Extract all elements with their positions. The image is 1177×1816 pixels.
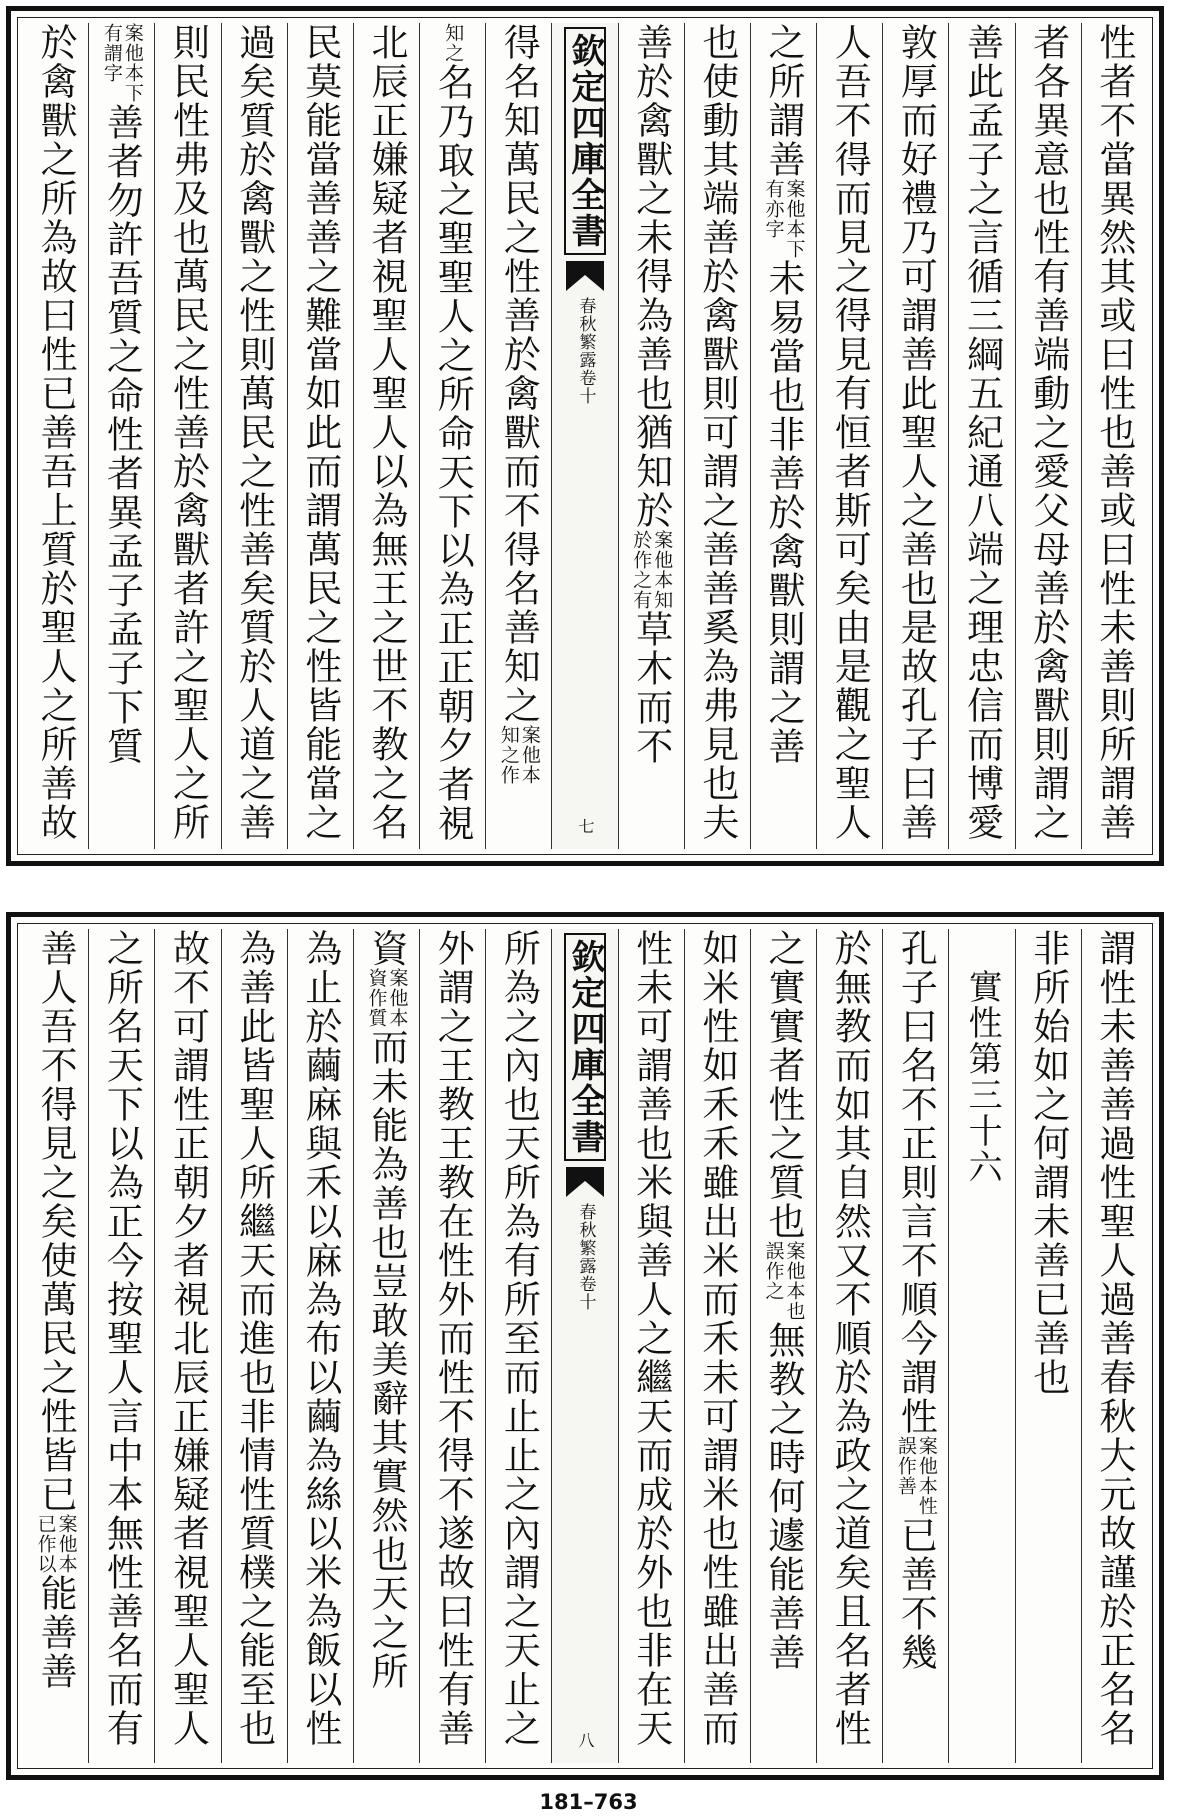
leaf-number: 八 — [576, 1732, 596, 1749]
upper-column — [287, 23, 353, 849]
text-line: 之所名天下以為正今按聖人言中本無性善名而有 — [100, 929, 144, 1748]
text-line: 善於禽獸之未得為善也猶知於 — [629, 23, 673, 530]
annotation — [896, 1436, 936, 1516]
annotation-text: 案他本知 — [651, 530, 674, 610]
text-line: 性者不當異然其或曰性也善或曰性未善則所謂善 — [1092, 23, 1136, 842]
text-line: 者各異意也性有善端動之愛父母善於禽獸則謂之 — [1026, 23, 1070, 842]
annotation — [102, 23, 142, 103]
annotation-text: 案他本 — [518, 725, 541, 785]
chapter-heading: 實性第三十六 — [962, 969, 1003, 1185]
text-line: 為善此皆聖人所繼天而進也非情性質樸之能至也 — [232, 929, 276, 1748]
juan-label: 卷十 — [575, 1275, 596, 1311]
text-line: 人吾不得而見之得見有恒者斯可矣由是觀之聖人 — [828, 23, 872, 842]
upper-columns — [23, 23, 1147, 849]
upper-column — [1081, 23, 1147, 849]
upper-column — [948, 23, 1014, 849]
upper-column — [750, 23, 816, 849]
text-line: 善者勿許吾質之命性者異孟子孟子下質 — [100, 103, 144, 766]
annotation-text: 案他本 — [55, 1514, 78, 1574]
text-line: 名乃取之聖聖人之所命天下以為正正朝夕者視 — [431, 63, 475, 843]
lower-column — [23, 929, 88, 1763]
upper-column — [816, 23, 882, 849]
lower-column — [154, 929, 220, 1763]
text-line: 能善善 — [34, 1574, 78, 1691]
upper-column — [618, 23, 684, 849]
upper-column — [88, 23, 154, 849]
upper-column — [221, 23, 287, 849]
annotation-text: 有謂字 — [100, 23, 123, 83]
text-line: 於無教而如其自然又不順於為政之道矣且名者性 — [828, 929, 872, 1748]
text-line: 如米性如禾禾雖出米而禾未可謂米也性雖出善而 — [695, 929, 739, 1748]
lower-column — [419, 929, 485, 1763]
lower-column — [485, 929, 551, 1763]
annotation — [367, 968, 407, 1028]
annotation — [442, 23, 465, 63]
annotation-text: 案他本 — [386, 968, 409, 1028]
annotation-text: 知之作 — [497, 725, 520, 785]
text-line: 於禽獸之所為故曰性已善吾上質於聖人之所善故 — [34, 23, 78, 842]
lower-column — [948, 929, 1014, 1763]
annotation-text: 已作以 — [34, 1514, 57, 1574]
lower-column — [618, 929, 684, 1763]
text-line: 性未可謂善也米與善人之繼天而成於外也非在天 — [629, 929, 673, 1748]
annotation-text: 知之 — [442, 23, 465, 63]
text-line: 草木而不 — [629, 610, 673, 766]
annotation-text: 有亦字 — [762, 179, 785, 239]
fish-tail-ornament — [566, 1167, 604, 1197]
text-line: 則民性弗及也萬民之性善於禽獸者許之聖人之所 — [166, 23, 210, 842]
lower-column — [684, 929, 750, 1763]
upper-page — [6, 6, 1164, 866]
text-line: 得名知萬民之性善於禽獸而不得名善知之 — [497, 23, 541, 725]
page-number: 181–763 — [539, 1790, 638, 1814]
text-line: 北辰正嫌疑者視聖人聖人以為無王之世不教之名 — [365, 23, 409, 842]
text-line: 之所謂善 — [762, 23, 806, 179]
lower-column — [551, 929, 617, 1763]
book-title: 欽定四庫全書 — [564, 27, 606, 255]
leaf-number: 七 — [576, 818, 596, 835]
text-line: 善此孟子之言循三綱五紀通八端之理忠信而博愛 — [960, 23, 1004, 842]
work-title: 春秋繁露 — [575, 297, 596, 369]
annotation-text: 誤作之 — [762, 1241, 785, 1301]
upper-column — [485, 23, 551, 849]
lower-column — [1015, 929, 1081, 1763]
lower-column — [88, 929, 154, 1763]
annotation — [630, 530, 674, 610]
upper-column — [23, 23, 88, 849]
juan-label: 卷十 — [575, 369, 596, 405]
upper-column — [551, 23, 617, 849]
lower-page — [6, 912, 1164, 1780]
upper-column — [419, 23, 485, 849]
text-line: 孔子曰名不正則言不順今謂性 — [894, 929, 938, 1436]
text-line: 敦厚而好禮乃可謂善此聖人之善也是故孔子曰善 — [894, 23, 938, 842]
fish-tail-ornament — [566, 261, 604, 291]
text-line: 已善不幾 — [894, 1516, 938, 1672]
text-line: 故不可謂性正朝夕者視北辰正嫌疑者視聖人聖人 — [166, 929, 210, 1748]
text-line: 外謂之王教王教在性外而性不得不遂故曰性有善 — [431, 929, 475, 1748]
annotation — [499, 725, 539, 785]
upper-column — [684, 23, 750, 849]
text-line: 民莫能當善善之難當如此而謂萬民之性皆能當之 — [298, 23, 342, 842]
work-title: 春秋繁露 — [575, 1203, 596, 1275]
lower-column — [750, 929, 816, 1763]
annotation-text: 案他本也 — [783, 1241, 806, 1321]
annotation-text: 於作之有 — [630, 530, 653, 610]
lower-column — [221, 929, 287, 1763]
lower-column — [882, 929, 948, 1763]
annotation — [36, 1514, 76, 1574]
text-line: 也使動其端善於禽獸則可謂之善善奚為弗見也夫 — [695, 23, 739, 842]
annotation-text: 案他本下 — [783, 179, 806, 259]
upper-column — [154, 23, 220, 849]
lower-column — [287, 929, 353, 1763]
lower-columns — [23, 929, 1147, 1763]
text-line: 未易當也非善於禽獸則謂之善 — [762, 259, 806, 766]
text-line: 無教之時何遽能善善 — [762, 1321, 806, 1672]
text-line: 善人吾不得見之矣使萬民之性皆已 — [34, 929, 78, 1514]
text-line: 資 — [365, 929, 409, 968]
upper-column — [353, 23, 419, 849]
text-line: 非所始如之何謂未善已善也 — [1026, 929, 1070, 1397]
annotation-text: 案他本下 — [121, 23, 144, 103]
text-line: 過矣質於禽獸之性則萬民之性善矣質於人道之善 — [232, 23, 276, 842]
upper-column — [1015, 23, 1081, 849]
text-line: 之實實者性之質也 — [762, 929, 806, 1241]
book-title: 欽定四庫全書 — [564, 933, 606, 1161]
lower-column — [1081, 929, 1147, 1763]
lower-column — [353, 929, 419, 1763]
annotation-text: 誤作善 — [894, 1436, 917, 1496]
upper-column — [882, 23, 948, 849]
annotation-text: 案他本性 — [915, 1436, 938, 1516]
text-line: 而未能為善也豈敢美辭其實然也天之所 — [365, 1028, 409, 1691]
text-line: 謂性未善善過性聖人過善春秋大元故謹於正名名 — [1092, 929, 1136, 1748]
annotation — [764, 179, 804, 259]
text-line: 為止於繭麻與禾以麻為布以繭為絲以米為飯以性 — [298, 929, 342, 1748]
annotation-text: 資作質 — [365, 968, 388, 1028]
text-line: 所為之內也天所為有所至而止止之內謂之天止之 — [497, 929, 541, 1748]
lower-column — [816, 929, 882, 1763]
annotation — [764, 1241, 804, 1321]
